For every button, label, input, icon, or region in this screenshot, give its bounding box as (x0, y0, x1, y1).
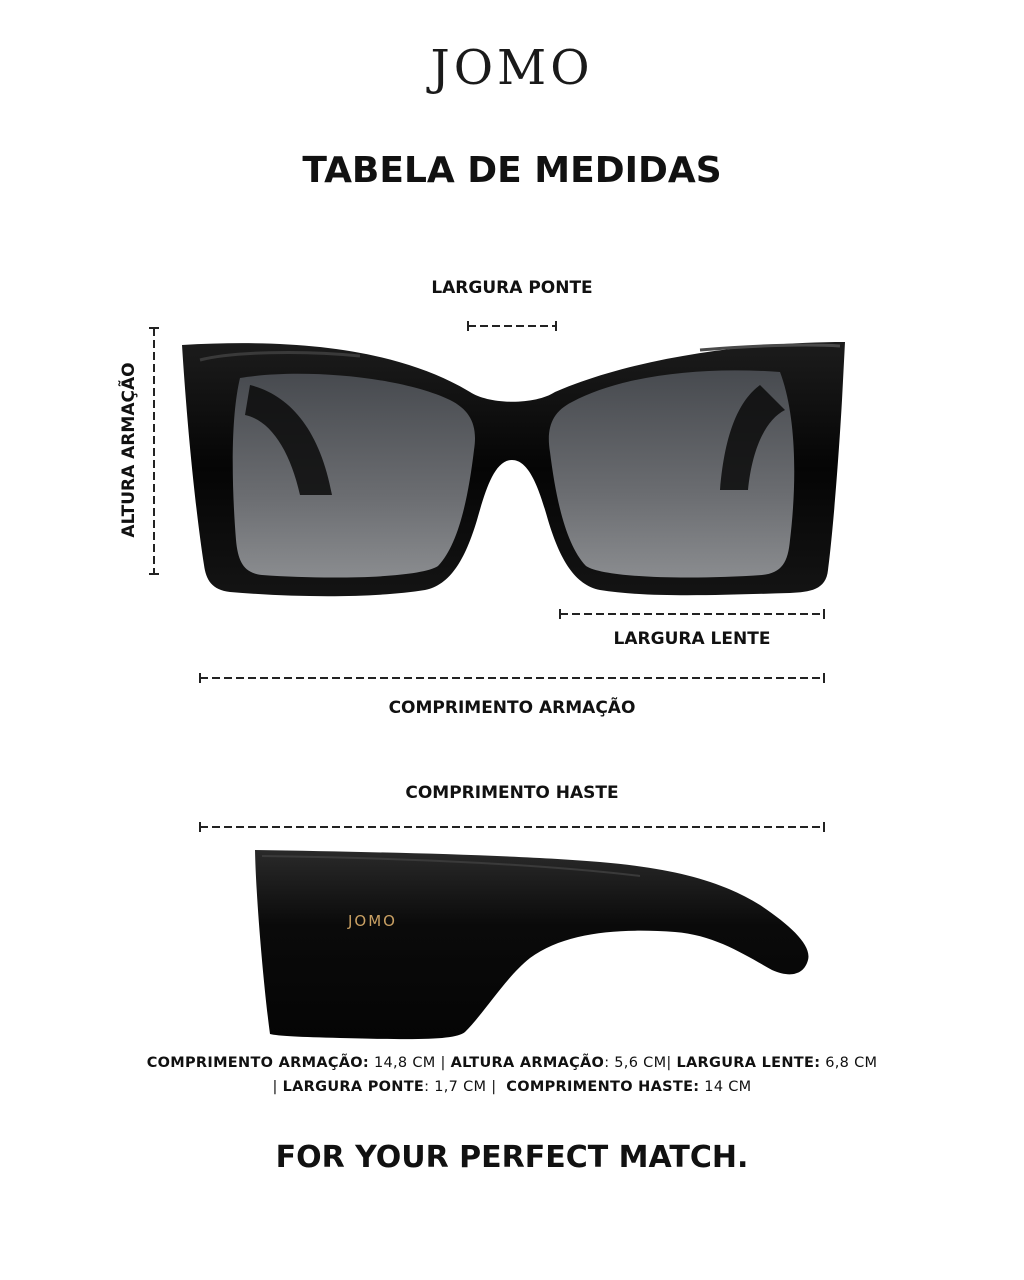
spec-bridge-width-value: : 1,7 CM | (424, 1079, 507, 1095)
brand-logo: JOMO (430, 40, 594, 96)
frame-height-label: ALTURA ARMAÇÃO (119, 362, 139, 538)
spec-line2-prefix: | (272, 1079, 283, 1095)
spec-temple-length-value: 14 CM (699, 1079, 752, 1095)
sunglasses-front-illustration (182, 342, 845, 596)
page-title: TABELA DE MEDIDAS (302, 150, 722, 191)
temple-logo: JOMO (348, 912, 397, 930)
bridge-width-dimension (468, 321, 556, 331)
frame-length-dimension (200, 673, 824, 683)
measurement-specs (40, 1051, 984, 1099)
lens-width-dimension (560, 609, 824, 619)
frame-length-label: COMPRIMENTO ARMAÇÃO (388, 698, 636, 718)
sunglasses-temple-illustration (255, 850, 808, 1039)
spec-bridge-width-label: LARGURA PONTE (282, 1079, 425, 1095)
specs-line-1 (40, 1051, 984, 1075)
spec-lens-width-label: LARGURA LENTE: (676, 1055, 821, 1071)
frame-height-dimension (149, 328, 159, 574)
spec-frame-length-value: 14,8 CM | (369, 1055, 451, 1071)
temple-length-dimension (200, 822, 824, 832)
tagline: FOR YOUR PERFECT MATCH. (275, 1140, 749, 1175)
specs-line-2 (40, 1075, 984, 1099)
bridge-width-label: LARGURA PONTE (431, 278, 593, 298)
spec-frame-height-label: ALTURA ARMAÇÃO (450, 1055, 605, 1071)
lens-width-label: LARGURA LENTE (613, 629, 771, 649)
spec-frame-length-label: COMPRIMENTO ARMAÇÃO: (146, 1055, 370, 1071)
temple-length-label: COMPRIMENTO HASTE (405, 783, 619, 803)
spec-frame-height-value: : 5,6 CM| (604, 1055, 677, 1071)
spec-lens-width-value: 6,8 CM (820, 1055, 878, 1071)
spec-temple-length-label: COMPRIMENTO HASTE: (506, 1079, 700, 1095)
